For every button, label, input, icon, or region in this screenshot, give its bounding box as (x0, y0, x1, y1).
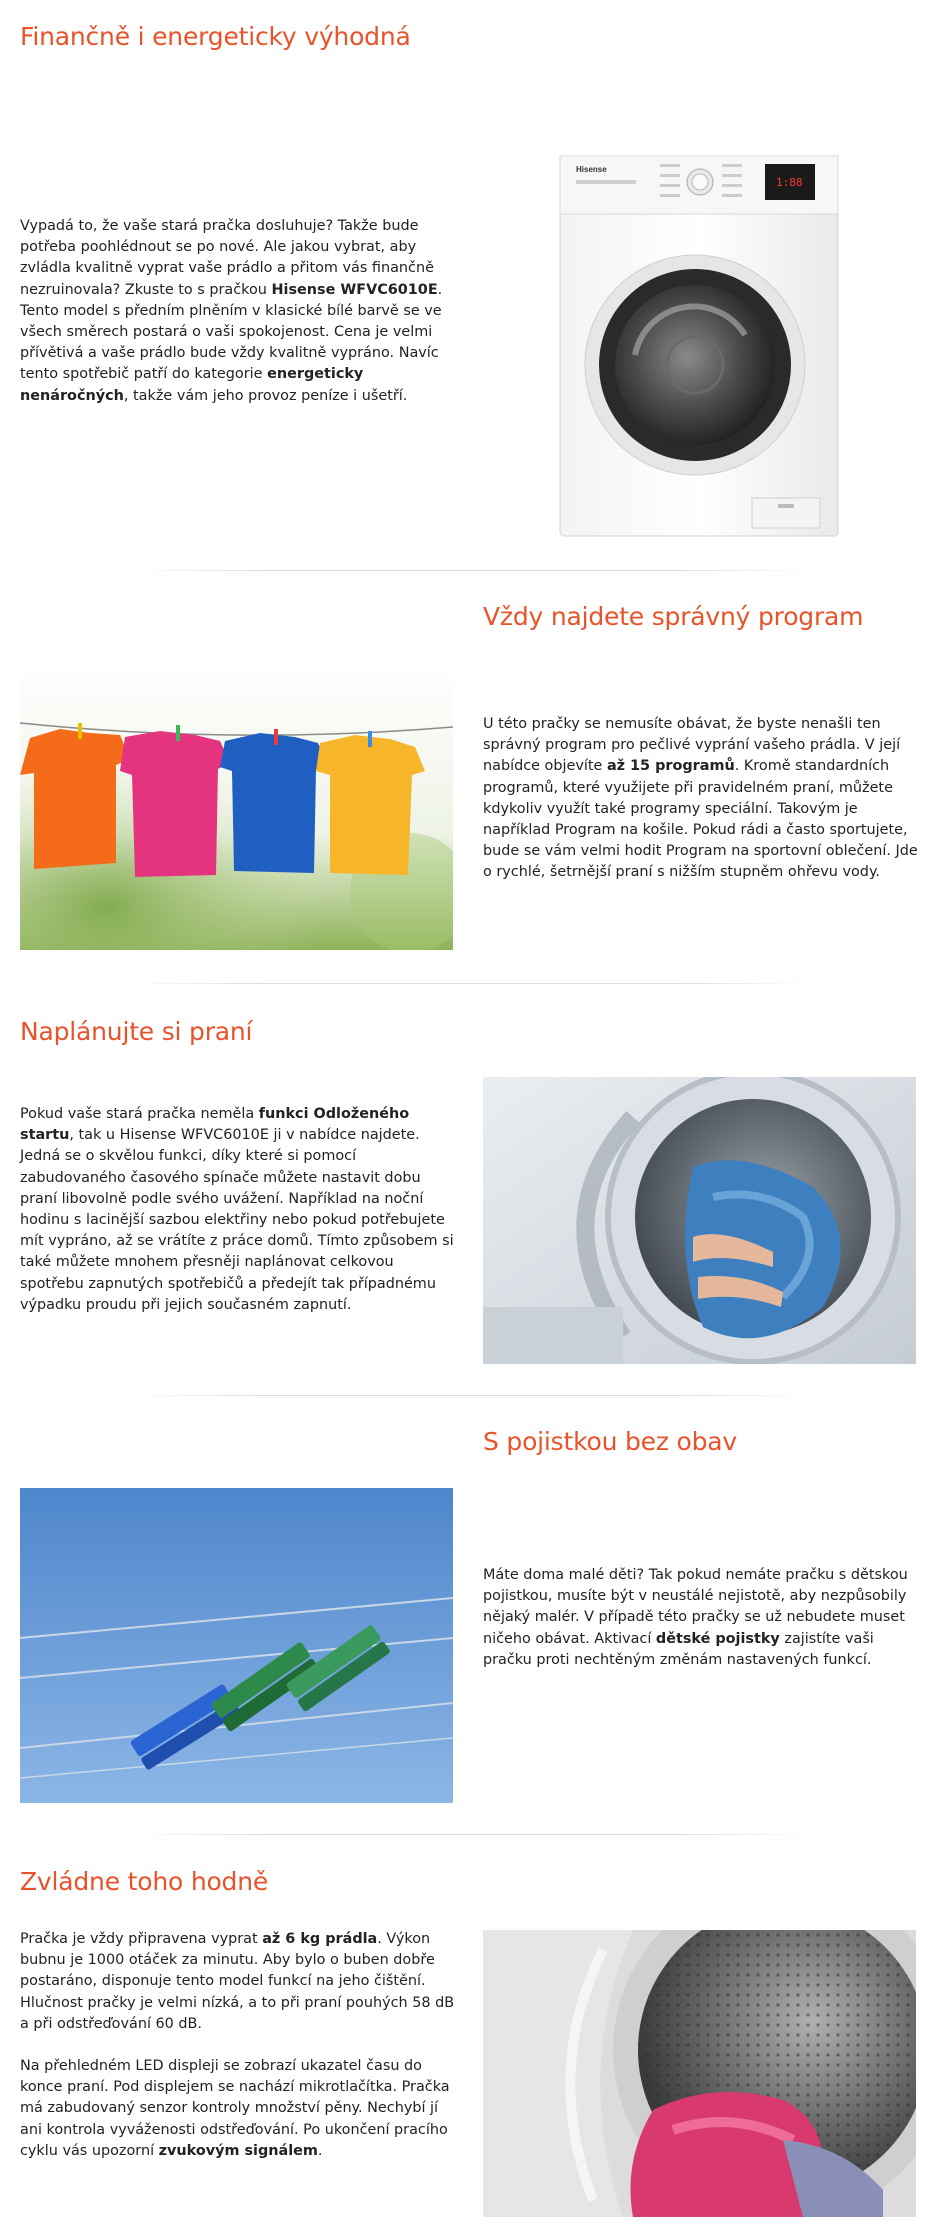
loading-laundry-photo (483, 1077, 916, 1364)
paragraph: Pračka je vždy připravena vyprat až 6 kg prádla. Výkon bubnu je 1000 otáček za minutu. Aby bylo o buben dobře postaráno, disponuje tento model funkcí na jeho čištění. Hlučnost pračky je velmi nízká, a to při praní pouhých 58 dB a při odstřeďování 60 dB. (20, 1931, 455, 2032)
bold-highlight: Hisense WFVC6010E (271, 281, 438, 298)
paragraph: Máte doma malé děti? Tak pokud nemáte pračku s dětskou pojistkou, musíte být v neustálé nejistotě, aby nezpůsobily nějaký malér. V případě této pračky se už nebudete muset ničeho obávat. Aktivací dětské pojistky zajistíte vaši pračku proti nechtěným změnám nastavených funkcí. (483, 1567, 908, 1668)
section-divider (130, 1834, 810, 1835)
bold-highlight: zvukovým signálem (158, 2142, 318, 2159)
drum-pink-clothes-photo (483, 1930, 916, 2217)
section-text (20, 1929, 462, 2162)
led-display: 1:88 (776, 176, 803, 189)
paragraph: U této pračky se nemusíte obávat, že byste nenašli ten správný program pro pečlivé vyprání vašeho prádla. V její nabídce objevíte až 15 programů. Kromě standardních programů, které využijete při pravidelném praní, můžete kdykoliv využít také programy speciální. Takovým je například Program na košile. Pokud rádi a často sportujete, bude se vám velmi hodit Program na sportovní oblečení. Jde o rychlé, šetrnější praní s nižším stupněm ohřevu vody. (483, 716, 918, 881)
washing-machine-photo (540, 150, 850, 545)
section-heading: Naplánujte si praní (20, 1017, 253, 1046)
bold-highlight: až 6 kg prádla (262, 1931, 378, 1947)
section-divider (130, 1395, 810, 1396)
paragraph: Pokud vaše stará pračka neměla funkci Odloženého startu, tak u Hisense WFVC6010E ji v nabídce najdete. Jedná se o skvělou funkci, díky které si pomocí zabudovaného časového spínače můžete nastavit dobu praní libovolně podle svého uvážení. Například na noční hodinu s lacinější sazbou elektřiny nebo pokud potřebujete mít vypráno, až se vrátíte z práce domů. Tímto způsobem si také můžete mnohem přesněji naplánovat celkovou spotřebu zapnutých spotřebičů a předejít tak případnému výpadku proudu při jejich současném zapnutí. (20, 1106, 454, 1313)
section-text (483, 714, 918, 884)
brand-logo: Hisense (576, 165, 607, 174)
section-heading: S pojistkou bez obav (483, 1427, 737, 1456)
paragraph: Vypadá to, že vaše stará pračka dosluhuje? Takže bude potřeba poohlédnout se po nové. Ale jakou vybrat, aby zvládla kvalitně vyprat vaše prádlo a přitom vás finančně nezruinovala? Zkuste to s pračkou Hisense WFVC6010E. Tento model s předním plněním v klasické bílé barvě se ve všech směrech postará o vaši spokojenost. Cena je velmi přívětivá a vaše prádlo bude vždy kvalitně vypráno. Navíc tento spotřebič patří do kategorie energeticky nenáročných, takže vám jeho provoz peníze i ušetří. (20, 218, 443, 404)
bold-highlight: funkci Odloženého startu (20, 1106, 410, 1144)
section-divider (130, 570, 810, 571)
section-text (20, 1104, 460, 1316)
section-heading: Finančně i energeticky výhodná (20, 22, 411, 51)
paragraph: Na přehledném LED displeji se zobrazí ukazatel času do konce praní. Pod displejem se nachází mikrotlačítka. Pračka má zabudovaný senzor kontroly množství pěny. Nechybí jí ani kontrola vyváženosti odstřeďování. Po ukončení pracího cyklu vás upozorní zvukovým signálem. (20, 2058, 450, 2159)
section-text (20, 216, 465, 407)
section-heading: Vždy najdete správný program (483, 602, 864, 631)
section-text (483, 1565, 913, 1671)
clothesline-tshirts-photo (20, 663, 453, 950)
bold-highlight: energeticky nenáročných (20, 366, 364, 404)
section-heading: Zvládne toho hodně (20, 1867, 269, 1896)
clothespins-photo (20, 1488, 453, 1803)
bold-highlight: až 15 programů (606, 758, 735, 775)
section-divider (130, 983, 810, 984)
bold-highlight: dětské pojistky (655, 1630, 780, 1647)
